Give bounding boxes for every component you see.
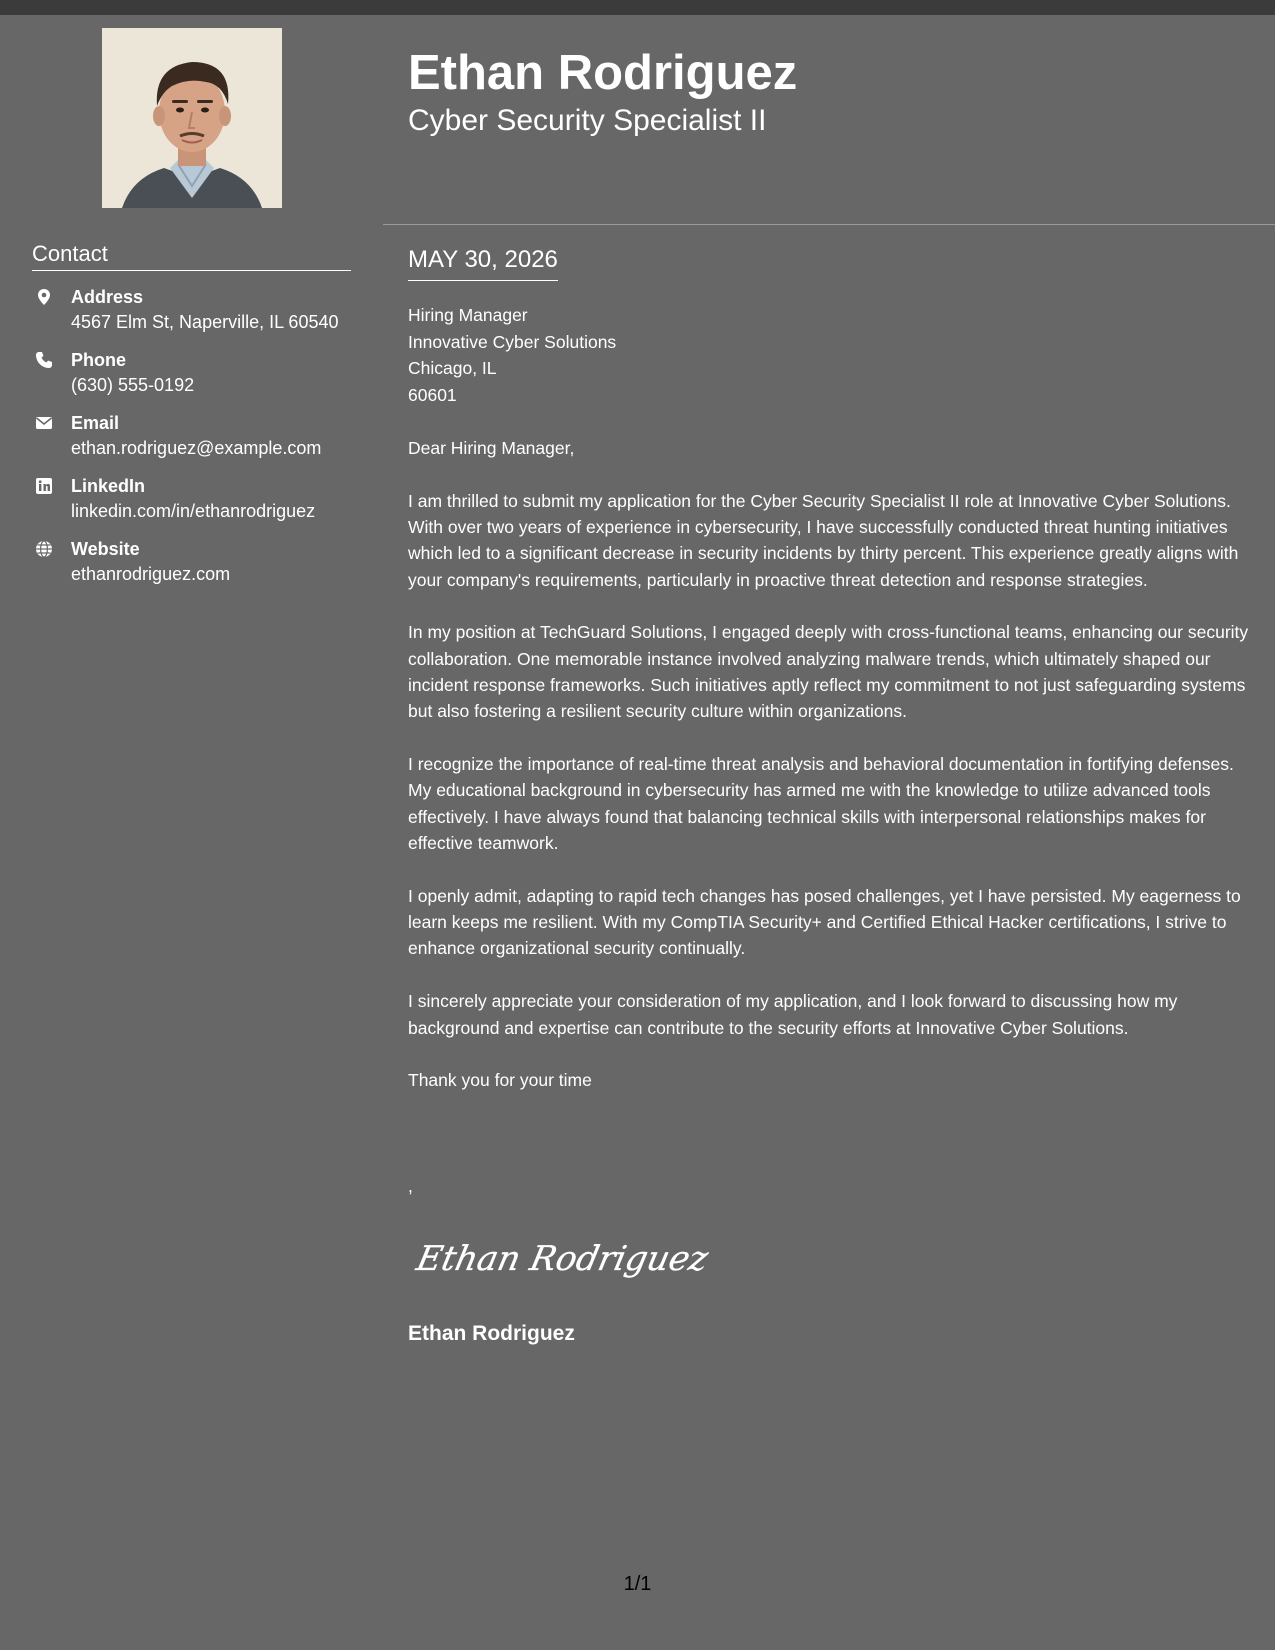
signature — [412, 1228, 712, 1288]
contact-heading: Contact — [32, 240, 351, 271]
body-paragraph: In my position at TechGuard Solutions, I engaged deeply with cross-functional teams, enhancing our security collaboration. One memorable instance involved analyzing malware trends, which ultimately shaped our incident response frameworks. Such initiatives aptly reflect my commitment to not just safeguarding systems but also fostering a resilient security culture within organizations. — [408, 622, 1249, 722]
top-bar — [0, 0, 1275, 15]
letter-date: MAY 30, 2026 — [408, 244, 558, 281]
email-value[interactable]: ethan.rodriguez@example.com — [71, 438, 322, 458]
contact-list — [32, 285, 372, 600]
signature-image — [412, 1228, 712, 1288]
contact-label: LinkedIn — [71, 476, 146, 496]
salutation: Dear Hiring Manager, — [408, 438, 575, 458]
contact-label: Address — [71, 287, 144, 307]
page-number: 1/1 — [623, 1573, 652, 1595]
signature-text: Ethan Rodriguez — [413, 1239, 712, 1279]
website-value[interactable]: ethanrodriguez.com — [71, 564, 231, 584]
phone-value: (630) 555-0192 — [71, 375, 195, 395]
map-pin-icon — [35, 288, 53, 306]
contact-item-linkedin — [32, 474, 372, 537]
contact-item-email — [32, 411, 372, 474]
applicant-name: Ethan Rodriguez — [408, 46, 798, 100]
avatar-portrait — [102, 28, 282, 208]
contact-label: Phone — [71, 350, 127, 370]
recipient-title: Hiring Manager — [408, 305, 528, 325]
signer-name: Ethan Rodriguez — [408, 1322, 575, 1345]
body-paragraph: I am thrilled to submit my application for the Cyber Security Specialist II role at Innovative Cyber Solutions. With over two years of experience in cybersecurity, I have successfully conducted threat hunting initiatives which led to a significant decrease in security incidents by thirty percent. This experience greatly aligns with your company's requirements, particularly in proactive threat detection and response strategies. — [408, 490, 1239, 590]
phone-icon — [35, 351, 53, 369]
letter-body — [408, 435, 1258, 1120]
address-value: 4567 Elm St, Naperville, IL 60540 — [71, 312, 339, 332]
body-paragraph: I sincerely appreciate your consideration of my application, and I look forward to discussing how my background and expertise can contribute to the security efforts at Innovative Cyber Solutions. — [408, 991, 1178, 1038]
closing-comma: , — [408, 1176, 413, 1196]
globe-icon — [35, 540, 53, 558]
closing-line: Thank you for your time — [408, 1070, 592, 1091]
recipient-block — [408, 302, 1258, 408]
linkedin-icon — [35, 477, 53, 495]
contact-item-phone — [32, 348, 372, 411]
header-divider — [383, 224, 1275, 225]
recipient-company: Innovative Cyber Solutions — [408, 331, 617, 352]
linkedin-value[interactable]: linkedin.com/in/ethanrodriguez — [71, 501, 316, 521]
job-title: Cyber Security Specialist II — [408, 104, 767, 137]
contact-item-website — [32, 537, 372, 600]
contact-label: Website — [71, 539, 140, 559]
envelope-icon — [35, 414, 53, 432]
recipient-zip: 60601 — [408, 384, 457, 405]
contact-label: Email — [71, 413, 120, 433]
body-paragraph: I recognize the importance of real-time threat analysis and behavioral documentation in fortifying defenses. My educational background in cybersecurity has armed me with the knowledge to utilize advanced tools effectively. I have always found that balancing technical skills with interpersonal relationships makes for effective teamwork. — [408, 754, 1234, 854]
body-paragraph: I openly admit, adapting to rapid tech changes has posed challenges, yet I have persisted. My eagerness to learn keeps me resilient. With my CompTIA Security+ and Certified Ethical Hacker certifications, I strive to enhance organizational security continually. — [408, 885, 1241, 959]
recipient-city: Chicago, IL — [408, 358, 497, 378]
avatar — [102, 28, 282, 208]
contact-item-address — [32, 285, 372, 348]
